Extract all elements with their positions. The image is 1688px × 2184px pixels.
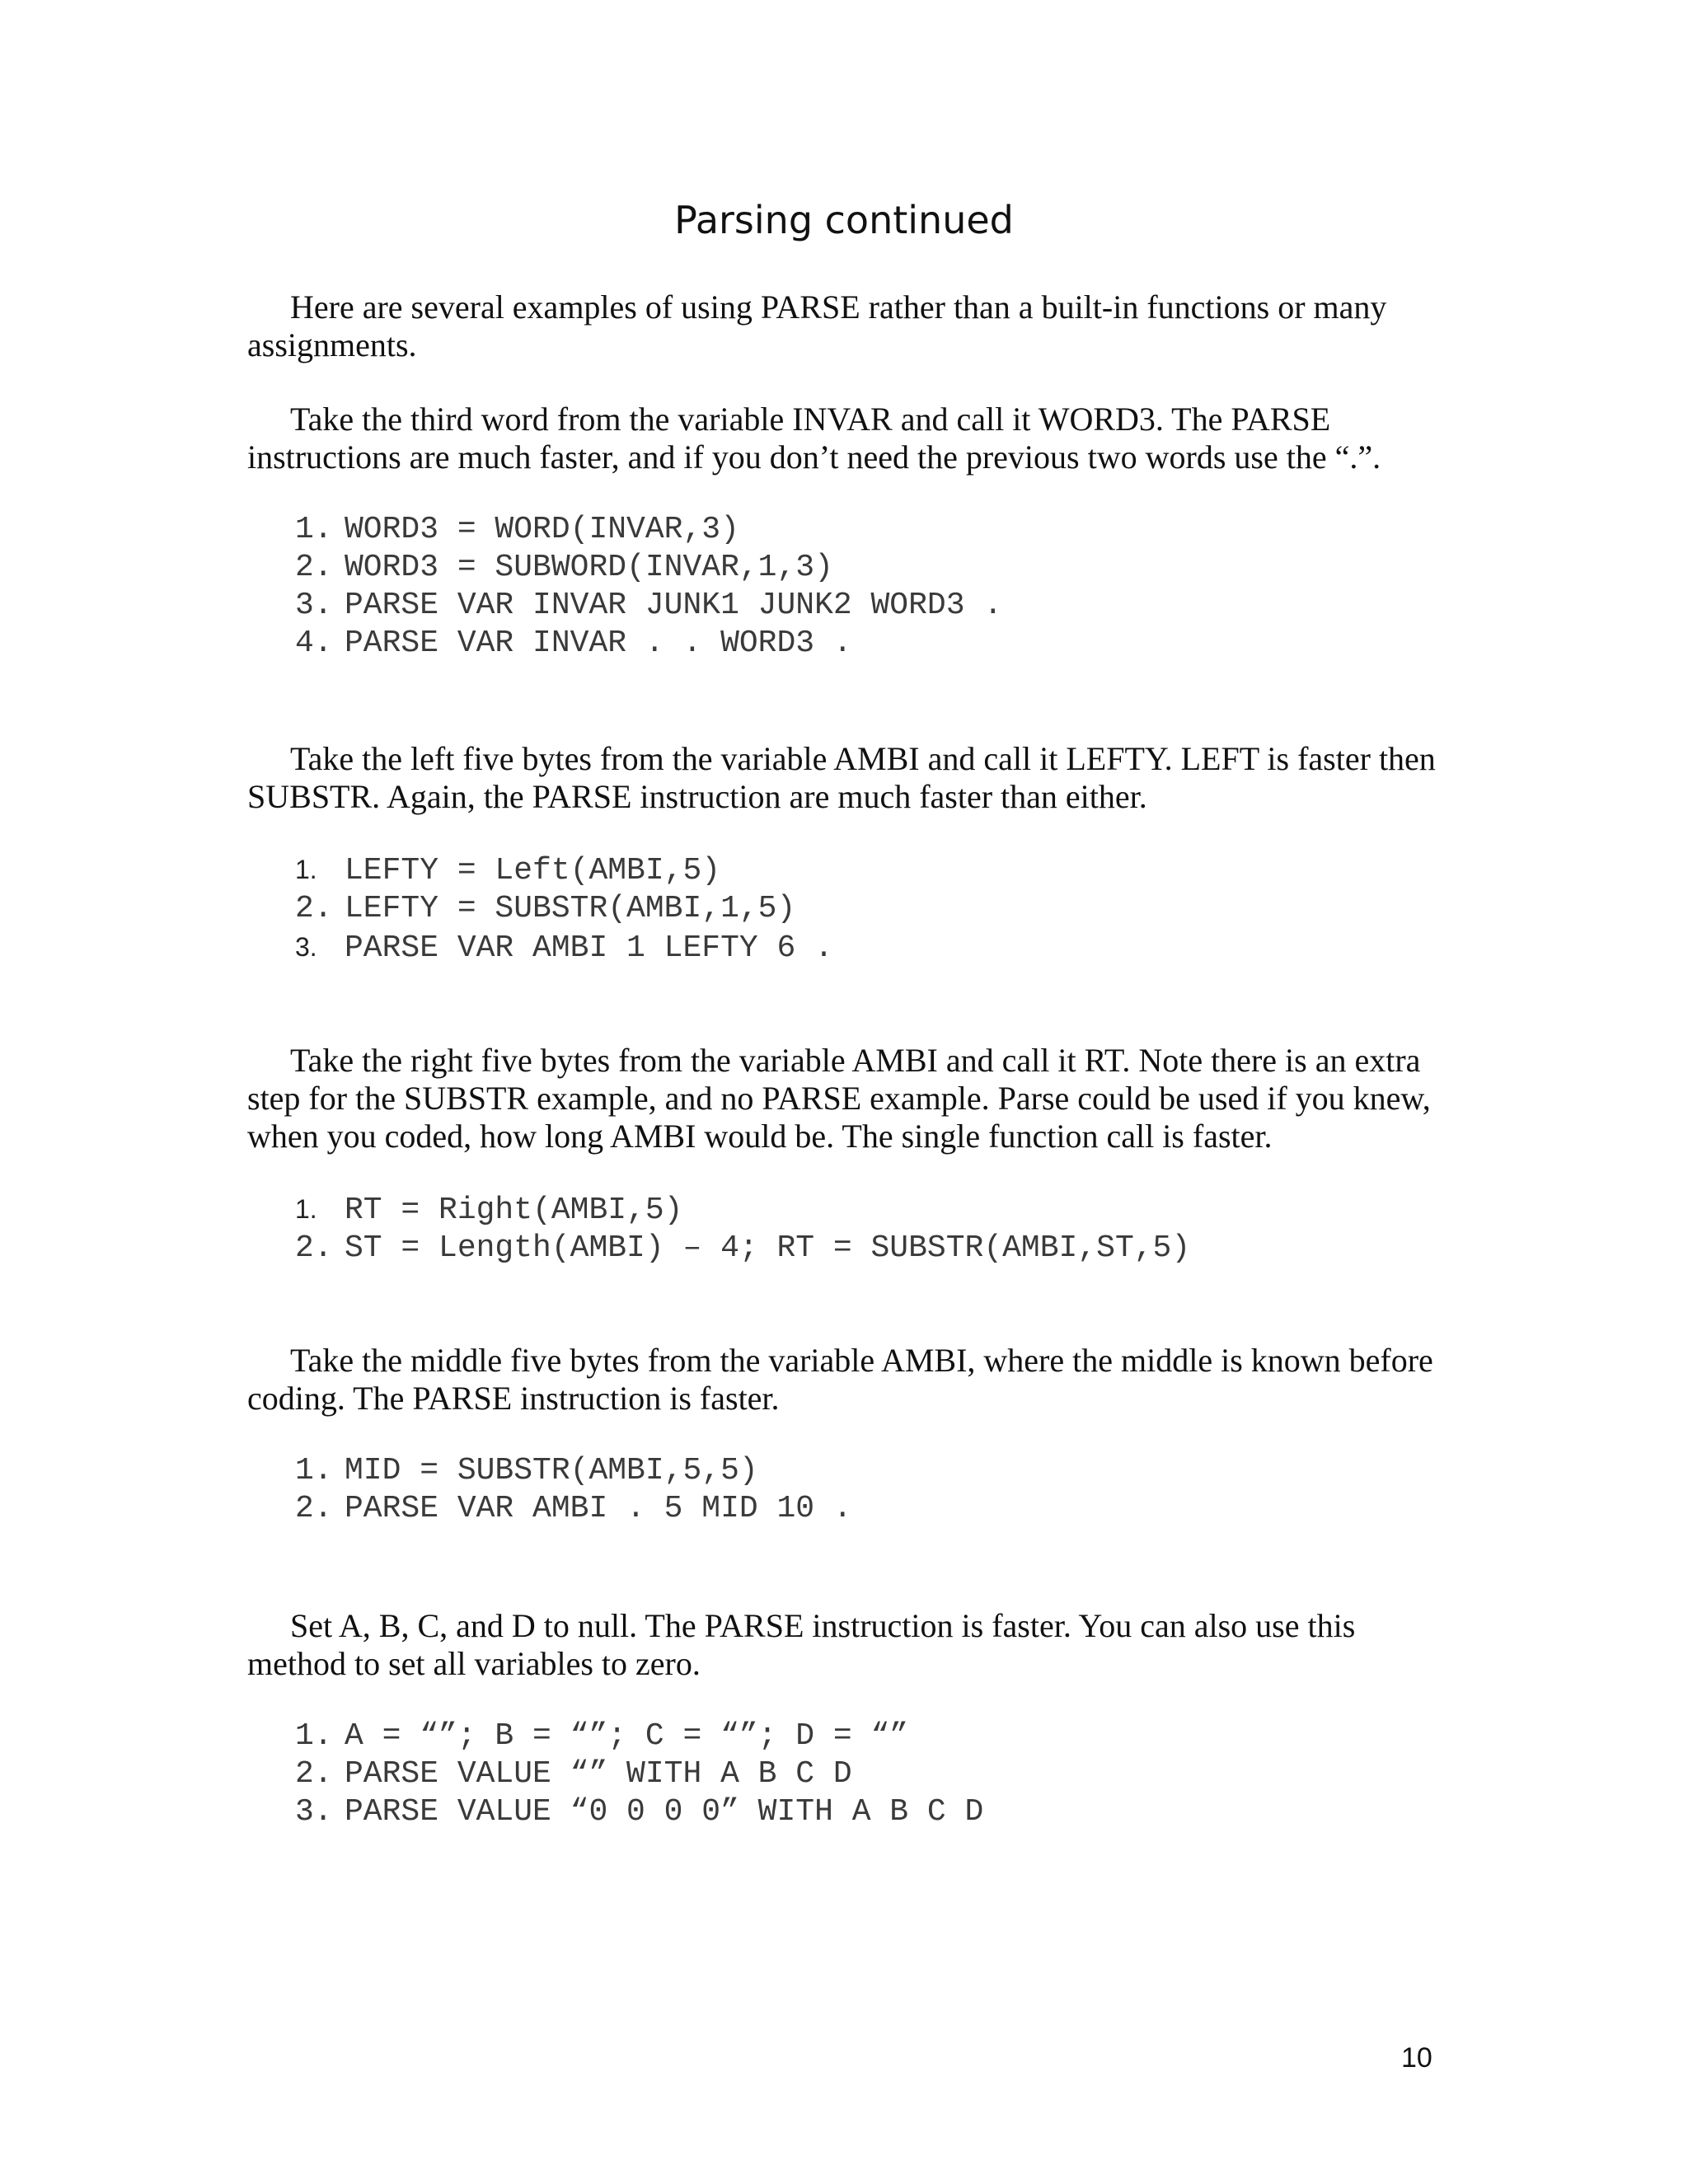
right-section <box>247 1042 1451 1268</box>
code-line: 2. WORD3 = SUBWORD(INVAR,1,3) <box>295 550 833 585</box>
word3-code-list <box>247 511 1451 663</box>
lefty-code-list <box>247 851 1451 968</box>
middle-paragraph: Take the middle five bytes from the variable AMBI, where the middle is known before coding. The PARSE instruction is faster. <box>247 1342 1433 1417</box>
word3-paragraph: Take the third word from the variable INVAR and call it WORD3. The PARSE instructions are much faster, and if you don’t need the previous two words use the “.”. <box>247 401 1381 476</box>
middle-section <box>247 1342 1451 1528</box>
code-line: 2. PARSE VALUE “” WITH A B C D <box>295 1756 852 1792</box>
code-line: 3. PARSE VAR INVAR JUNK1 JUNK2 WORD3 . <box>295 588 1003 623</box>
right-code-list <box>247 1190 1451 1268</box>
lefty-paragraph: Take the left five bytes from the variable AMBI and call it LEFTY. LEFT is faster then SUBSTR. Again, the PARSE instruction are much faster than either. <box>247 740 1436 815</box>
code-line: 2. ST = Length(AMBI) – 4; RT = SUBSTR(AMBI,ST,5) <box>295 1230 1191 1266</box>
page-number: 10 <box>1401 2042 1432 2074</box>
code-line: 2. LEFTY = SUBSTR(AMBI,1,5) <box>295 891 796 926</box>
code-line: 1. LEFTY = Left(AMBI,5) <box>295 853 721 888</box>
intro-paragraph: Here are several examples of using PARSE rather than a built-in functions or many assignments. <box>247 288 1387 363</box>
code-line: 4. PARSE VAR INVAR . . WORD3 . <box>295 626 852 661</box>
null-code-list <box>247 1718 1451 1831</box>
code-line: 1. A = “”; B = “”; C = “”; D = “” <box>295 1718 909 1754</box>
code-line: 3. PARSE VALUE “0 0 0 0” WITH A B C D <box>295 1794 984 1830</box>
middle-code-list <box>247 1452 1451 1528</box>
word3-section <box>247 401 1451 663</box>
code-line: 2. PARSE VAR AMBI . 5 MID 10 . <box>295 1491 852 1526</box>
intro-section <box>247 288 1451 364</box>
page-title: Parsing continued <box>674 198 1014 242</box>
null-paragraph: Set A, B, C, and D to null. The PARSE instruction is faster. You can also use this method to set all variables to zero. <box>247 1607 1356 1682</box>
right-paragraph: Take the right five bytes from the variable AMBI and call it RT. Note there is an extra step for the SUBSTR example, and no PARSE example. Parse could be used if you knew, when you coded, how long AMBI would be. The single function call is faster. <box>247 1042 1431 1155</box>
code-line: 1. RT = Right(AMBI,5) <box>295 1193 683 1228</box>
code-line: 3. PARSE VAR AMBI 1 LEFTY 6 . <box>295 930 833 966</box>
code-line: 1. MID = SUBSTR(AMBI,5,5) <box>295 1453 758 1488</box>
lefty-section <box>247 740 1451 968</box>
code-line: 1. WORD3 = WORD(INVAR,3) <box>295 512 739 547</box>
null-section <box>247 1607 1451 1831</box>
